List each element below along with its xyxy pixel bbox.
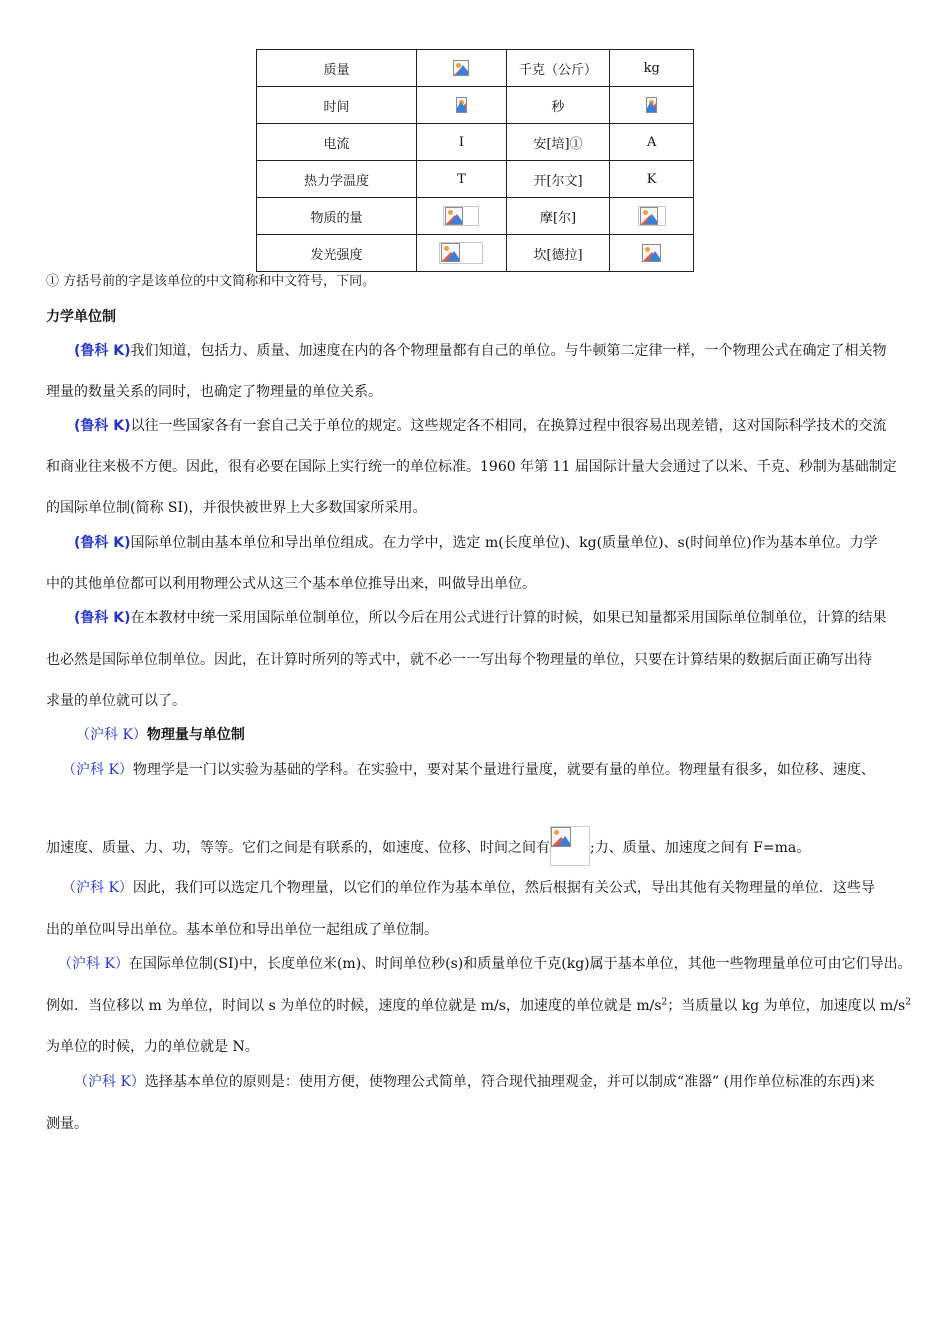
paragraph-text: 以往一些国家各有一套自己关于单位的规定。这些规定各不相同，在换算过程中很容易出现差错，这对国际科学技术的交流: [130, 418, 887, 434]
paragraph-text: 例如．当位移以 m 为单位，时间以 s 为单位的时候，速度的单位就是 m/s，加速度的单位就是 m/s: [46, 998, 662, 1014]
paragraph-line: [74, 416, 944, 436]
paragraph-line: [58, 954, 928, 974]
paragraph-text: ；当质量以 kg 为单位，加速度以 m/s: [667, 998, 906, 1014]
paragraph-line: 出的单位叫导出单位。基本单位和导出单位一起组成了单位制。: [46, 922, 438, 938]
paragraph-line: [74, 1072, 944, 1092]
source-tag: （沪科 K）: [58, 956, 129, 972]
paragraph-line: 测量。: [46, 1116, 88, 1132]
paragraph-text: 在国际单位制(SI)中，长度单位米(m)、时间单位秒(s)和质量单位千克(kg)属于基本单位，其他一些物理量单位可由它们导出。: [128, 956, 912, 972]
source-tag: （沪科 K）: [62, 762, 133, 778]
unit-name-cell: 千克（公斤）: [506, 50, 610, 87]
symbol-cell: T: [417, 161, 507, 198]
paragraph-line: [62, 760, 932, 780]
symbol-cell: I: [417, 124, 507, 161]
paragraph-text: 选择基本单位的原则是：使用方便，使物理公式简单，符合现代抽理观金，并可以制成“准器” (用作单位标准的东西)来: [144, 1074, 875, 1090]
paragraph-text: 加速度、质量、力、功，等等。它们之间是有联系的，如速度、位移、时间之间有: [46, 840, 550, 856]
unit-symbol-cell: A: [610, 124, 694, 161]
table-row: [257, 124, 694, 161]
quantity-cell: 电流: [257, 124, 417, 161]
unit-name-cell: 秒: [506, 87, 610, 124]
table-row: [257, 235, 694, 272]
broken-image-icon: [642, 244, 661, 262]
source-tag: （沪科 K）: [74, 1074, 145, 1090]
unit-name-cell: 摩[尔]: [506, 198, 610, 235]
broken-image-icon: [445, 207, 463, 225]
image-frame: [443, 206, 479, 226]
paragraph-line: 和商业往来极不方便。因此，很有必要在国际上实行统一的单位标准。1960 年第 11 届国际计量大会通过了以米、千克、秒制为基础制定: [46, 459, 897, 475]
unit-name-cell: 开[尔文]: [506, 161, 610, 198]
paragraph-text: 在本教材中统一采用国际单位制单位，所以今后在用公式进行计算的时候，如果已知量都采用国际单位制单位，计算的结果: [130, 610, 887, 626]
paragraph-line: [46, 996, 916, 1016]
image-frame: [638, 206, 666, 226]
table-row: [257, 50, 694, 87]
source-tag: （沪科 K）: [76, 727, 147, 743]
formula-image: [550, 826, 590, 866]
source-tag: (鲁科 K): [74, 418, 131, 434]
quantity-cell: 物质的量: [257, 198, 417, 235]
paragraph-text: 国际单位制由基本单位和导出单位组成。在力学中，选定 m(长度单位)、kg(质量单位)、s(时间单位)作为基本单位。力学: [130, 535, 878, 551]
subsection-heading: [76, 725, 946, 745]
table-row: [257, 87, 694, 124]
table-row: [257, 198, 694, 235]
unit-name-cell: 安[培]①: [506, 124, 610, 161]
source-tag: (鲁科 K): [74, 343, 131, 359]
symbol-cell: [417, 235, 507, 272]
unit-symbol-cell: [610, 198, 694, 235]
symbol-cell: [417, 50, 507, 87]
unit-symbol-cell: [610, 235, 694, 272]
paragraph-line: [46, 826, 916, 866]
quantity-cell: 热力学温度: [257, 161, 417, 198]
paragraph-line: [74, 533, 944, 553]
broken-image-icon: [646, 97, 657, 113]
paragraph-line: [74, 341, 944, 361]
paragraph-text: ;力、质量、加速度之间有 F=ma。: [590, 840, 811, 856]
paragraph-text: 因此，我们可以选定几个物理量，以它们的单位作为基本单位，然后根据有关公式，导出其他有关物理量的单位．这些导: [132, 880, 875, 896]
paragraph-line: 为单位的时候，力的单位就是 N。: [46, 1039, 259, 1055]
quantity-cell: 质量: [257, 50, 417, 87]
table-row: [257, 161, 694, 198]
si-base-units-table: [256, 49, 694, 272]
paragraph-line: [62, 878, 932, 898]
subsection-title: 物理量与单位制: [146, 727, 245, 743]
paragraph-text: 我们知道，包括力、质量、加速度在内的各个物理量都有自己的单位。与牛顿第二定律一样，一个物理公式在确定了相关物: [130, 343, 887, 359]
paragraph-line: 中的其他单位都可以利用物理公式从这三个基本单位推导出来，叫做导出单位。: [46, 576, 536, 592]
symbol-cell: [417, 198, 507, 235]
unit-name-cell: 坎[德拉]: [506, 235, 610, 272]
unit-symbol-cell: kg: [610, 50, 694, 87]
quantity-cell: 时间: [257, 87, 417, 124]
symbol-cell: [417, 87, 507, 124]
quantity-cell: 发光强度: [257, 235, 417, 272]
paragraph-text: 物理学是一门以实验为基础的学科。在实验中，要对某个量进行量度，就要有量的单位。物理量有很多，如位移、速度、: [132, 762, 875, 778]
broken-image-icon: [551, 827, 571, 847]
superscript: 2: [661, 997, 668, 1008]
paragraph-line: [74, 608, 944, 628]
broken-image-icon: [441, 243, 460, 262]
source-tag: （沪科 K）: [62, 880, 133, 896]
broken-image-icon: [456, 97, 467, 113]
unit-symbol-cell: K: [610, 161, 694, 198]
section-title: 力学单位制: [46, 309, 116, 325]
paragraph-line: 理量的数量关系的同时，也确定了物理量的单位关系。: [46, 384, 382, 400]
broken-image-icon: [640, 207, 658, 225]
paragraph-line: 的国际单位制(简称 SI)，并很快被世界上大多数国家所采用。: [46, 500, 427, 516]
paragraph-line: 求量的单位就可以了。: [46, 693, 186, 709]
unit-symbol-cell: [610, 87, 694, 124]
paragraph-line: 也必然是国际单位制单位。因此，在计算时所列的等式中，就不必一一写出每个物理量的单位，只要在计算结果的数据后面正确写出待: [46, 652, 872, 668]
broken-image-icon: [453, 60, 469, 76]
image-frame: [439, 242, 483, 264]
table-footnote: ① 方括号前的字是该单位的中文简称和中文符号，下同。: [46, 274, 376, 289]
superscript: 2: [905, 997, 911, 1008]
source-tag: (鲁科 K): [74, 610, 131, 626]
source-tag: (鲁科 K): [74, 535, 131, 551]
